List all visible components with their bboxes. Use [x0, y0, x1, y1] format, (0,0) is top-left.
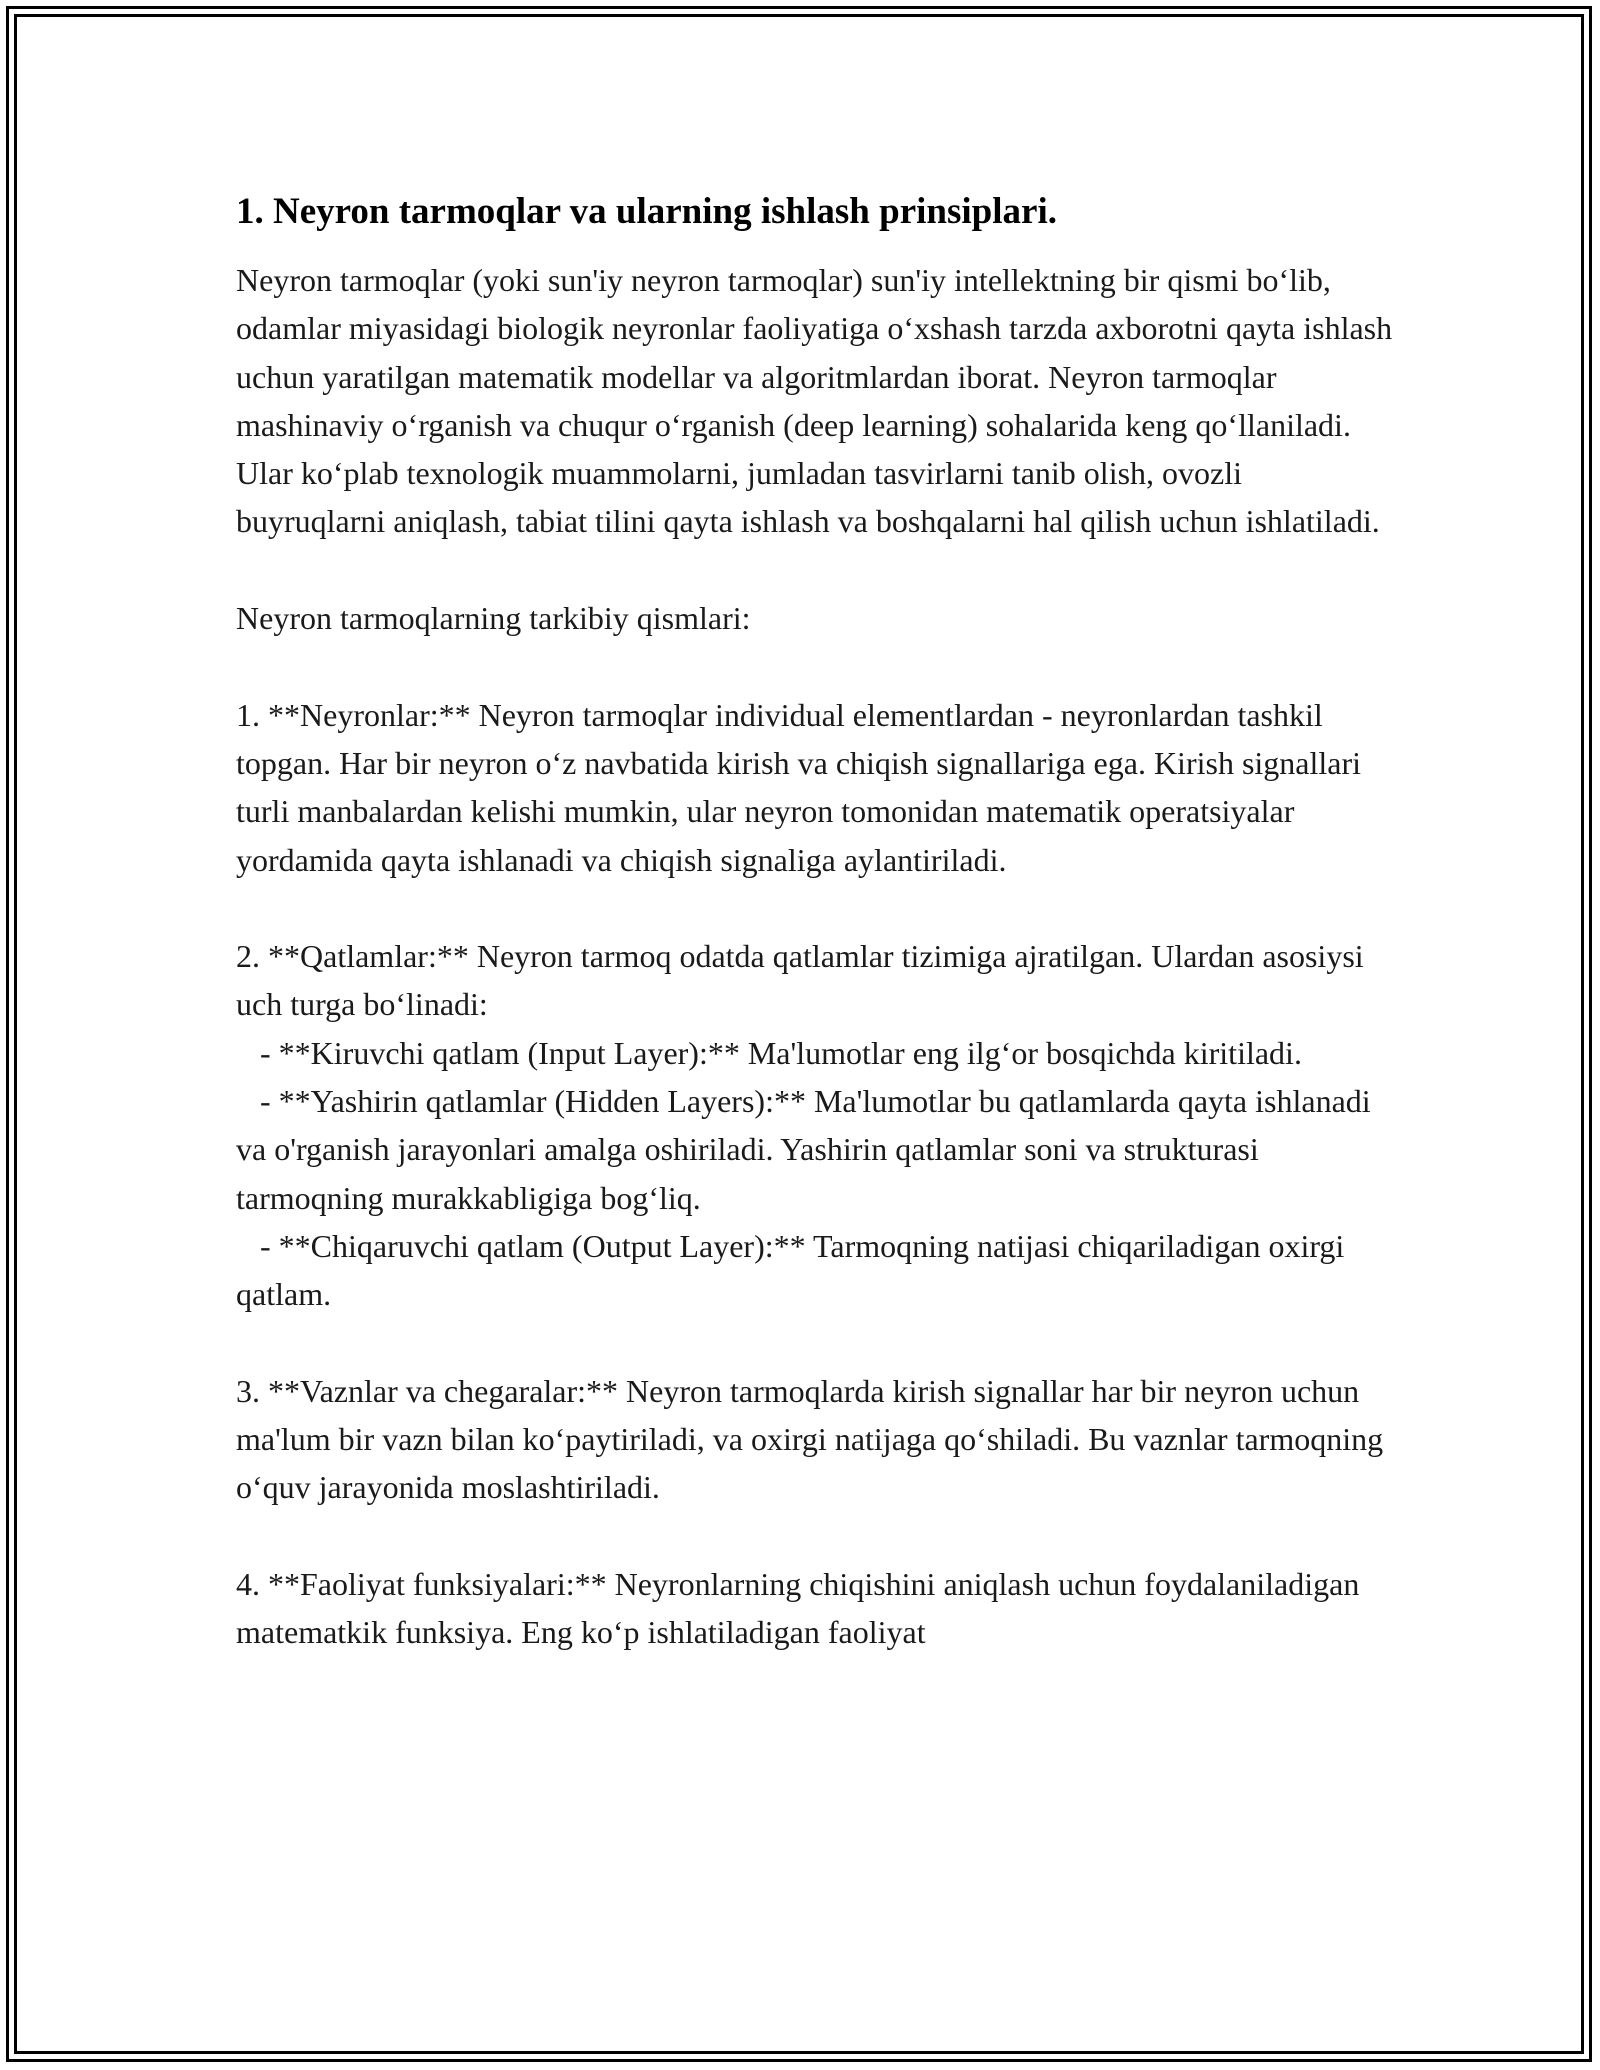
paragraph-spacer: [236, 884, 1396, 932]
intro-paragraph: Neyron tarmoqlar (yoki sun'iy neyron tarmoqlar) sun'iy intellektning bir qismi bo‘lib, odamlar miyasidagi biologik neyronlar faoliyatiga o‘xshash tarzda axborotni qayta ishlash uchun yaratilgan matematik modellar va algoritmlardan iborat. Neyron tarmoqlar mashinaviy o‘rganish va chuqur o‘rganish (deep learning) sohalarida keng qo‘llaniladi. Ular ko‘plab texnologik muammolarni, jumladan tasvirlarni tanib olish, ovozli buyruqlarni aniqlash, tabiat tilini qayta ishlash va boshqalarni hal qilish uchun ishlatiladi.: [236, 262, 1401, 540]
list-item-weights: 3. **Vaznlar va chegaralar:** Neyron tarmoqlarda kirish signallar har bir neyron uchun ma'lum bir vazn bilan ko‘paytiriladi, va oxirgi natijaga qo‘shiladi. Bu vaznlar tarmoqning o‘quv jarayonida moslashtiriladi.: [236, 1372, 1392, 1506]
paragraph-spacer: [236, 642, 1396, 690]
section-heading: 1. Neyron tarmoqlar va ularning ishlash prinsiplari.: [236, 191, 1057, 232]
list-item-layers: 2. **Qatlamlar:** Neyron tarmoq odatda qatlamlar tizimiga ajratilgan. Ulardan asosiysi uch turga bo‘linadi: - **Kiruvchi qatlam (Input Layer):** Ma'lumotlar eng ilg‘or bosqichda kiritiladi. - **Yashirin qatlamlar (Hidden Layers):** Ma'lumotlar bu qatlamlarda qayta ishlanadi va o'rganish jarayonlari amalga oshiriladi. Yashirin qatlamlar soni va strukturasi tarmoqning murakkabligiga bog‘liq. - **Chiqaruvchi qatlam (Output Layer):** Tarmoqning natijasi chiqariladigan oxirgi qatlam.: [236, 938, 1371, 1313]
document-body: [236, 186, 1401, 1657]
paragraph-spacer: [236, 1319, 1396, 1367]
components-title: Neyron tarmoqlarning tarkibiy qismlari:: [236, 600, 751, 637]
paragraph-spacer: [236, 1512, 1396, 1560]
list-item-neurons: 1. **Neyronlar:** Neyron tarmoqlar individual elementlardan - neyronlardan tashkil topgan. Har bir neyron o‘z navbatida kirish va chiqish signallariga ega. Kirish signallari turli manbalardan kelishi mumkin, ular neyron tomonidan matematik operatsiyalar yordamida qayta ishlanadi va chiqish signaliga aylantiriladi.: [236, 696, 1370, 878]
paragraph-spacer: [236, 546, 1396, 594]
list-item-activation: 4. **Faoliyat funksiyalari:** Neyronlarning chiqishini aniqlash uchun foydalaniladigan matematkik funksiya. Eng ko‘p ishlatiladigan faoliyat: [236, 1566, 1368, 1651]
